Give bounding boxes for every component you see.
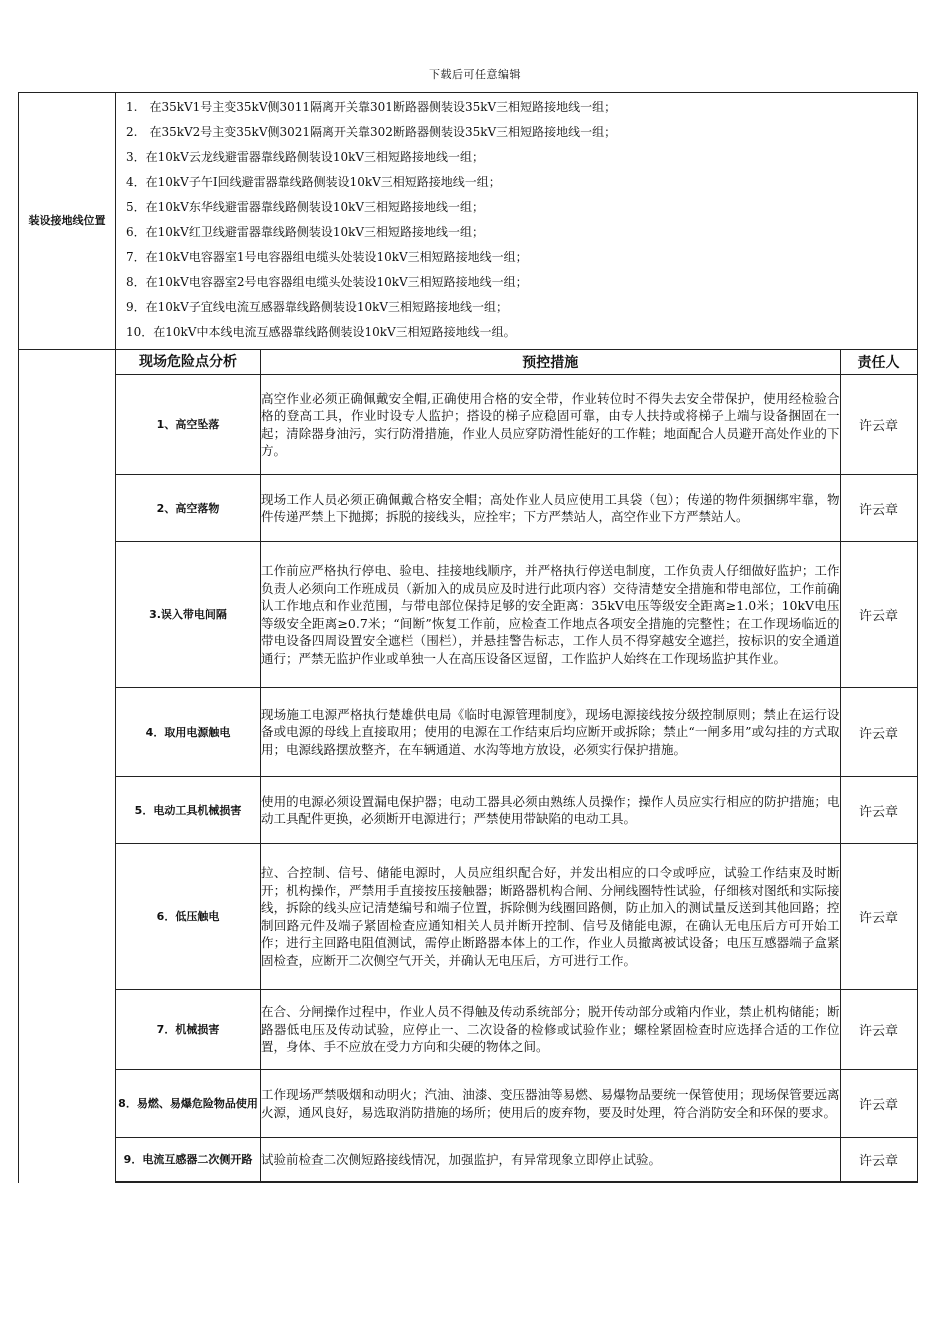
risk-table xyxy=(116,350,918,1182)
control-measure: 现场工作人员必须正确佩戴合格安全帽；高处作业人员应使用工具袋（包）；传递的物件须捆绑牢靠，物件传递严禁上下抛掷；拆脱的接线头，应拴牢；下方严禁站人，高空作业下方严禁站人。 xyxy=(261,475,841,542)
grounding-label: 装设接地线位置 xyxy=(19,93,116,350)
risk-name: 6．低压触电 xyxy=(116,844,261,990)
risk-section-label xyxy=(19,350,116,1183)
grounding-row xyxy=(19,93,918,350)
responsible-person: 许云章 xyxy=(840,1070,917,1138)
responsible-person: 许云章 xyxy=(840,1138,917,1182)
grounding-list xyxy=(116,93,918,350)
risk-name: 4．取用电源触电 xyxy=(116,688,261,777)
work-ticket-table xyxy=(18,92,918,1183)
table-row xyxy=(116,990,917,1070)
table-row xyxy=(116,688,917,777)
table-row xyxy=(116,777,917,844)
control-measure: 高空作业必须正确佩戴安全帽,正确使用合格的安全带，作业转位时不得失去安全带保护，使用经检验合格的登高工具，作业时设专人监护；搭设的梯子应稳固可靠，由专人扶持或将梯子上端与设备捆固在一起；清除器身油污，实行防滑措施，作业人员应穿防滑性能好的工作鞋；地面配合人员避开高处作业的下方。 xyxy=(261,375,841,475)
header-measure: 预控措施 xyxy=(261,350,841,375)
control-measure: 试验前检查二次侧短路接线情况，加强监护，有异常现象立即停止试验。 xyxy=(261,1138,841,1182)
responsible-person: 许云章 xyxy=(840,844,917,990)
control-measure: 工作前应严格执行停电、验电、挂接地线顺序，并严格执行停送电制度，工作负责人仔细做好监护；工作负责人必须向工作班成员（新加入的成员应及时进行此项内容）交待清楚安全措施和带电部位，工作前确认工作地点和作业范围，与带电部位保持足够的安全距离：35kV电压等级安全距离≥1.0米；10kV电压等级安全距离≥0.7米；“间断”恢复工作前，应检查工作地点各项安全措施的完整性；在工作现场临近的带电设备四周设置安全遮栏（围栏），并悬挂警告标志，工作人员不得穿越安全遮拦，按标识的安全通道通行；严禁无监护作业或单独一人在高压设备区逗留，工作监护人始终在工作现场监护其作业。 xyxy=(261,542,841,688)
control-measure: 工作现场严禁吸烟和动明火；汽油、油漆、变压器油等易燃、易爆物品要统一保管使用；现场保管要远离火源，通风良好，易选取消防措施的场所；使用后的废弃物，要及时处理，符合消防安全和环保的要求。 xyxy=(261,1070,841,1138)
table-row xyxy=(116,475,917,542)
responsible-person: 许云章 xyxy=(840,542,917,688)
grounding-item: 2. 在35kV2号主变35kV侧3021隔离开关靠302断路器侧装设35kV三相短路接地线一组； xyxy=(126,125,617,139)
risk-name: 9．电流互感器二次侧开路 xyxy=(116,1138,261,1182)
risk-name: 3.误入带电间隔 xyxy=(116,542,261,688)
table-row xyxy=(116,1138,917,1182)
risk-table-header xyxy=(116,350,917,375)
responsible-person: 许云章 xyxy=(840,688,917,777)
control-measure: 在合、分闸操作过程中，作业人员不得触及传动系统部分；脱开传动部分或箱内作业，禁止机构储能；断路器低电压及传动试验，应停止一、二次设备的检修或试验作业；螺栓紧固检查时应选择合适的工作位置，身体、手不应放在受力方向和尖硬的物体之间。 xyxy=(261,990,841,1070)
control-measure: 现场施工电源严格执行楚雄供电局《临时电源管理制度》，现场电源接线按分级控制原则；禁止在运行设备或电源的母线上直接取用；使用的电源在工作结束后均应断开或拆除；禁止“一闸多用”或勾挂的方式取用；电源线路摆放整齐，在车辆通道、水沟等地方放设，必须实行保护措施。 xyxy=(261,688,841,777)
risk-name: 1、高空坠落 xyxy=(116,375,261,475)
grounding-item: 9．在10kV子宜线电流互感器靠线路侧装设10kV三相短路接地线一组； xyxy=(126,300,509,314)
table-row xyxy=(116,542,917,688)
header-owner: 责任人 xyxy=(840,350,917,375)
control-measure: 使用的电源必须设置漏电保护器；电动工器具必须由熟练人员操作；操作人员应实行相应的防护措施；电动工具配件更换，必须断开电源进行；严禁使用带缺陷的电动工具。 xyxy=(261,777,841,844)
grounding-item: 4．在10kV子午Ⅰ回线避雷器靠线路侧装设10kV三相短路接地线一组； xyxy=(126,175,501,189)
risk-table-cell xyxy=(116,350,918,1183)
responsible-person: 许云章 xyxy=(840,475,917,542)
grounding-item: 10．在10kV中本线电流互感器靠线路侧装设10kV三相短路接地线一组。 xyxy=(126,325,516,339)
grounding-item: 8．在10kV电容器室2号电容器组电缆头处装设10kV三相短路接地线一组； xyxy=(126,275,528,289)
grounding-item: 7．在10kV电容器室1号电容器组电缆头处装设10kV三相短路接地线一组； xyxy=(126,250,528,264)
risk-name: 7．机械损害 xyxy=(116,990,261,1070)
control-measure: 拉、合控制、信号、储能电源时，人员应组织配合好，并发出相应的口令或呼应，试验工作结束及时断开；机构操作，严禁用手直接按压接触器；断路器机构合闸、分闸线圈特性试验，仔细核对图纸和实际接线，拆除的线头应记清楚编号和端子位置，拆除侧为线圈回路侧，防止加入的测试量反送到其他回路；控制回路元件及端子紧固检查应通知相关人员并断开控制、信号及储能电源，在确认无电压后方可开始工作；进行主回路电阻值测试，需停止断路器本体上的工作，作业人员撤离被试设备；电压互感器端子盒紧固检查，应断开二次侧空气开关，并确认无电压后，方可进行工作。 xyxy=(261,844,841,990)
table-row xyxy=(116,844,917,990)
grounding-item: 1. 在35kV1号主变35kV侧3011隔离开关靠301断路器侧装设35kV三相短路接地线一组； xyxy=(126,100,617,114)
risk-name: 2、高空落物 xyxy=(116,475,261,542)
table-row xyxy=(116,375,917,475)
responsible-person: 许云章 xyxy=(840,990,917,1070)
risk-name: 5．电动工具机械损害 xyxy=(116,777,261,844)
responsible-person: 许云章 xyxy=(840,777,917,844)
risk-name: 8．易燃、易爆危险物品使用 xyxy=(116,1070,261,1138)
header-note: 下载后可任意编辑 xyxy=(429,68,521,81)
responsible-person: 许云章 xyxy=(840,375,917,475)
grounding-item: 6．在10kV红卫线避雷器靠线路侧装设10kV三相短路接地线一组； xyxy=(126,225,485,239)
risk-section-row xyxy=(19,350,918,1183)
table-row xyxy=(116,1070,917,1138)
grounding-item: 3．在10kV云龙线避雷器靠线路侧装设10kV三相短路接地线一组； xyxy=(126,150,485,164)
grounding-item: 5．在10kV东华线避雷器靠线路侧装设10kV三相短路接地线一组； xyxy=(126,200,485,214)
header-risk: 现场危险点分析 xyxy=(116,350,261,375)
